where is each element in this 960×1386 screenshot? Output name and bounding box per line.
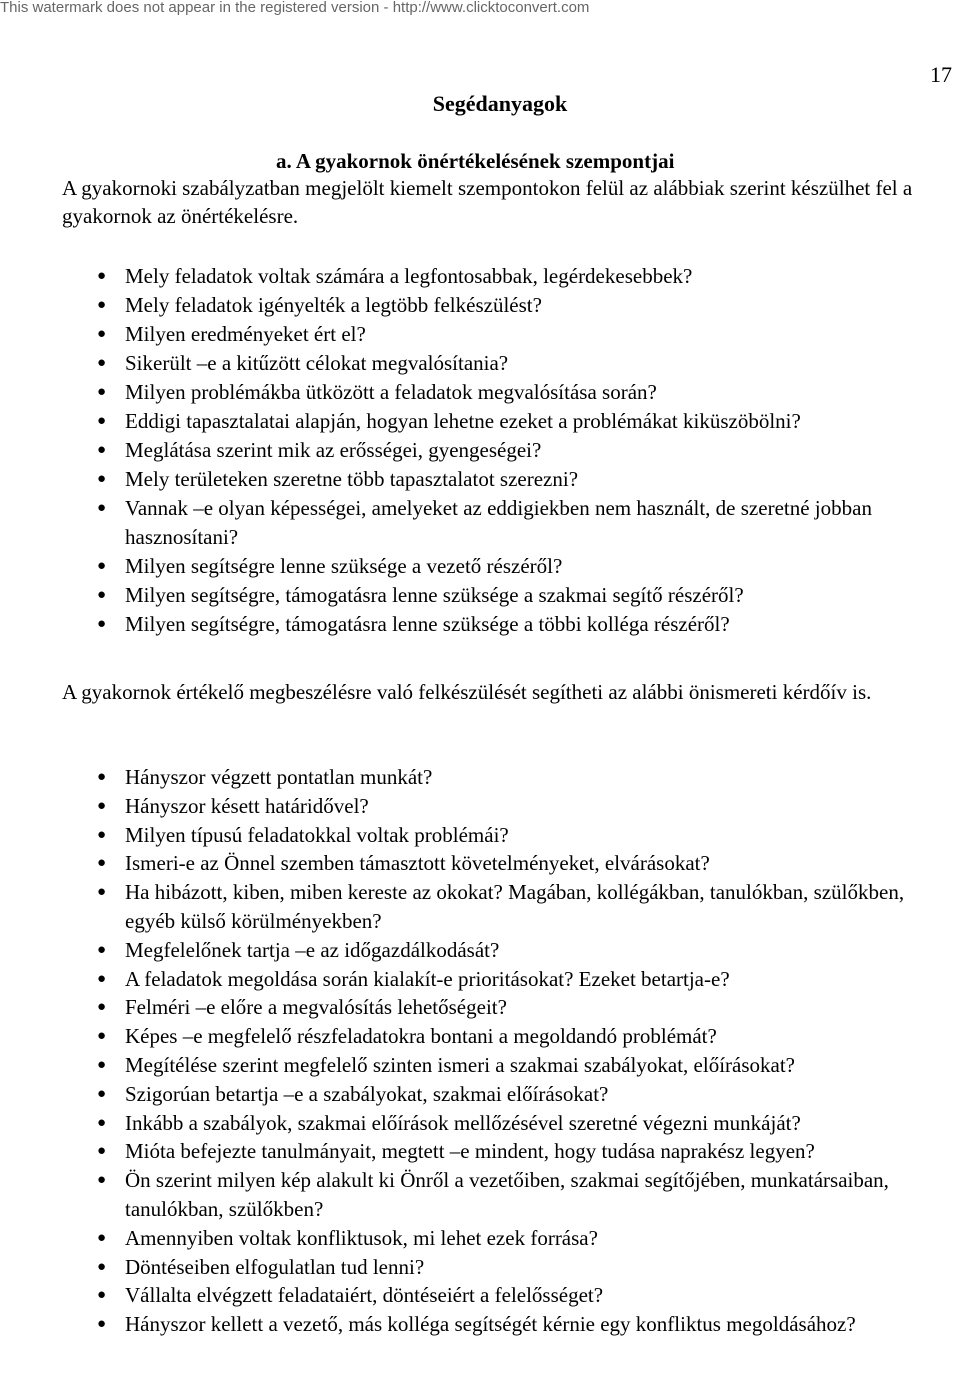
list-item-text: Milyen segítségre, támogatásra lenne szüksége a szakmai segítő részéről? (125, 583, 744, 607)
list-item (0, 1109, 940, 1138)
questionnaire-intro-paragraph: A gyakornok értékelő megbeszélésre való felkészülését segítheti az alábbi önismereti kérdőív is. (62, 680, 872, 704)
list-item (0, 792, 940, 821)
list-item (0, 849, 940, 878)
list-item-text: Ön szerint milyen kép alakult ki Önről a vezetőiben, szakmai segítőjében, munkatársaiban, tanulókban, szülőkben? (125, 1168, 889, 1221)
bullet-icon: ● (97, 1114, 107, 1131)
list-item-text: Milyen problémákba ütközött a feladatok megvalósítása során? (125, 380, 657, 404)
bullet-icon: ● (97, 1028, 107, 1045)
bullet-icon: ● (97, 413, 107, 429)
intro-paragraph: A gyakornoki szabályzatban megjelölt kiemelt szempontokon felül az alábbiak szerint készülhet fel a gyakornok az önértékelésre. (62, 176, 913, 228)
watermark-link[interactable]: http://www.clicktoconvert.com (392, 0, 590, 16)
list-item-text: Mióta befejezte tanulmányait, megtett –e mindent, hogy tudása naprakész legyen? (125, 1139, 815, 1164)
list-item (0, 436, 940, 465)
bullet-icon: ● (97, 616, 107, 632)
self-evaluation-question-list (0, 262, 940, 639)
list-item (0, 1137, 940, 1166)
bullet-icon: ● (97, 999, 107, 1016)
list-item (0, 1281, 940, 1310)
section-heading: a. A gyakornok önértékelésének szempontjai (276, 149, 675, 173)
list-item (0, 821, 940, 850)
bullet-icon: ● (97, 297, 107, 313)
list-item (0, 763, 940, 792)
list-item (0, 291, 940, 320)
list-item-text: A feladatok megoldása során kialakít-e prioritásokat? Ezeket betartja-e? (125, 966, 730, 991)
list-item-text: Ha hibázott, kiben, miben kereste az okokat? Magában, kollégákban, tanulókban, szülőkben, egyéb külső körülményekben? (125, 880, 905, 933)
list-item-text: Vállalta elvégzett feladataiért, döntéseiért a felelősséget? (125, 1283, 604, 1308)
list-item-text: Felméri –e előre a megvalósítás lehetőségeit? (125, 995, 507, 1020)
list-item (0, 320, 940, 349)
bullet-icon: ● (97, 355, 107, 371)
bullet-icon: ● (97, 500, 107, 516)
list-item-text: Hányszor kellett a vezető, más kolléga segítségét kérnie egy konfliktus megoldásához? (125, 1312, 856, 1337)
bullet-icon: ● (97, 970, 107, 987)
list-item-text: Döntéseiben elfogulatlan tud lenni? (125, 1254, 425, 1279)
bullet-icon: ● (97, 826, 107, 843)
list-item (0, 581, 940, 610)
bullet-icon: ● (97, 941, 107, 958)
list-item-text: Mely feladatok igényelték a legtöbb felkészülést? (125, 293, 542, 317)
watermark-banner (0, 0, 960, 16)
list-item (0, 878, 940, 936)
bullet-icon: ● (97, 797, 107, 814)
list-item (0, 965, 940, 994)
list-item (0, 407, 940, 436)
list-item (0, 1224, 940, 1253)
list-item (0, 349, 940, 378)
self-knowledge-questionnaire-list (0, 763, 940, 1339)
list-item (0, 552, 940, 581)
page-number: 17 (930, 62, 952, 87)
bullet-icon: ● (97, 268, 107, 284)
list-item-text: Képes –e megfelelő részfeladatokra bontani a megoldandó problémát? (125, 1024, 717, 1049)
list-item (0, 1080, 940, 1109)
list-item-text: Megfelelőnek tartja –e az időgazdálkodását? (125, 937, 500, 962)
list-item-text: Amennyiben voltak konfliktusok, mi lehet ezek forrása? (125, 1225, 598, 1250)
bullet-icon: ● (97, 471, 107, 487)
bullet-icon: ● (97, 1085, 107, 1102)
bullet-icon: ● (97, 855, 107, 872)
list-item (0, 936, 940, 965)
bullet-icon: ● (97, 587, 107, 603)
list-item-text: Hányszor végzett pontatlan munkát? (125, 765, 433, 789)
list-item-text: Hányszor késett határidővel? (125, 793, 369, 818)
bullet-icon: ● (97, 1172, 107, 1189)
list-item-text: Mely területeken szeretne több tapasztalatot szerezni? (125, 467, 579, 491)
bullet-icon: ● (97, 442, 107, 458)
bullet-icon: ● (97, 384, 107, 400)
bullet-icon: ● (97, 1143, 107, 1160)
list-item-text: Milyen eredményeket ért el? (125, 322, 366, 346)
list-item (0, 1022, 940, 1051)
list-item-text: Inkább a szabályok, szakmai előírások mellőzésével szeretné végezni munkáját? (125, 1110, 801, 1135)
list-item-text: Milyen segítségre, támogatásra lenne szüksége a többi kolléga részéről? (125, 612, 730, 636)
bullet-icon: ● (97, 326, 107, 342)
bullet-icon: ● (97, 1229, 107, 1246)
list-item-text: Sikerült –e a kitűzött célokat megvalósítania? (125, 351, 509, 375)
list-item-text: Vannak –e olyan képességei, amelyeket az eddigiekben nem használt, de szeretné jobban hasznosítani? (125, 496, 872, 549)
bullet-icon: ● (97, 1316, 107, 1333)
list-item (0, 1253, 940, 1282)
bullet-icon: ● (97, 884, 107, 901)
list-item (0, 262, 940, 291)
bullet-icon: ● (97, 1287, 107, 1304)
list-item (0, 993, 940, 1022)
list-item (0, 1166, 940, 1224)
list-item (0, 1310, 940, 1339)
list-item (0, 465, 940, 494)
list-item (0, 378, 940, 407)
bullet-icon: ● (97, 1258, 107, 1275)
list-item-text: Szigorúan betartja –e a szabályokat, szakmai előírásokat? (125, 1081, 609, 1106)
list-item-text: Eddigi tapasztalatai alapján, hogyan lehetne ezeket a problémákat kiküszöbölni? (125, 409, 801, 433)
bullet-icon: ● (97, 769, 107, 785)
list-item (0, 494, 940, 552)
bullet-icon: ● (97, 558, 107, 574)
bullet-icon: ● (97, 1056, 107, 1073)
list-item-text: Megítélése szerint megfelelő szinten ismeri a szakmai szabályokat, előírásokat? (125, 1052, 795, 1077)
list-item (0, 610, 940, 639)
list-item-text: Milyen segítségre lenne szüksége a vezető részéről? (125, 554, 563, 578)
page-title: Segédanyagok (432, 91, 568, 116)
list-item (0, 1051, 940, 1080)
list-item-text: Milyen típusú feladatokkal voltak problémái? (125, 822, 509, 847)
watermark-text: This watermark does not appear in the registered version - (0, 0, 393, 16)
list-item-text: Meglátása szerint mik az erősségei, gyengeségei? (125, 438, 542, 462)
list-item-text: Mely feladatok voltak számára a legfontosabbak, legérdekesebbek? (125, 264, 693, 288)
list-item-text: Ismeri-e az Önnel szemben támasztott követelményeket, elvárásokat? (125, 851, 710, 876)
